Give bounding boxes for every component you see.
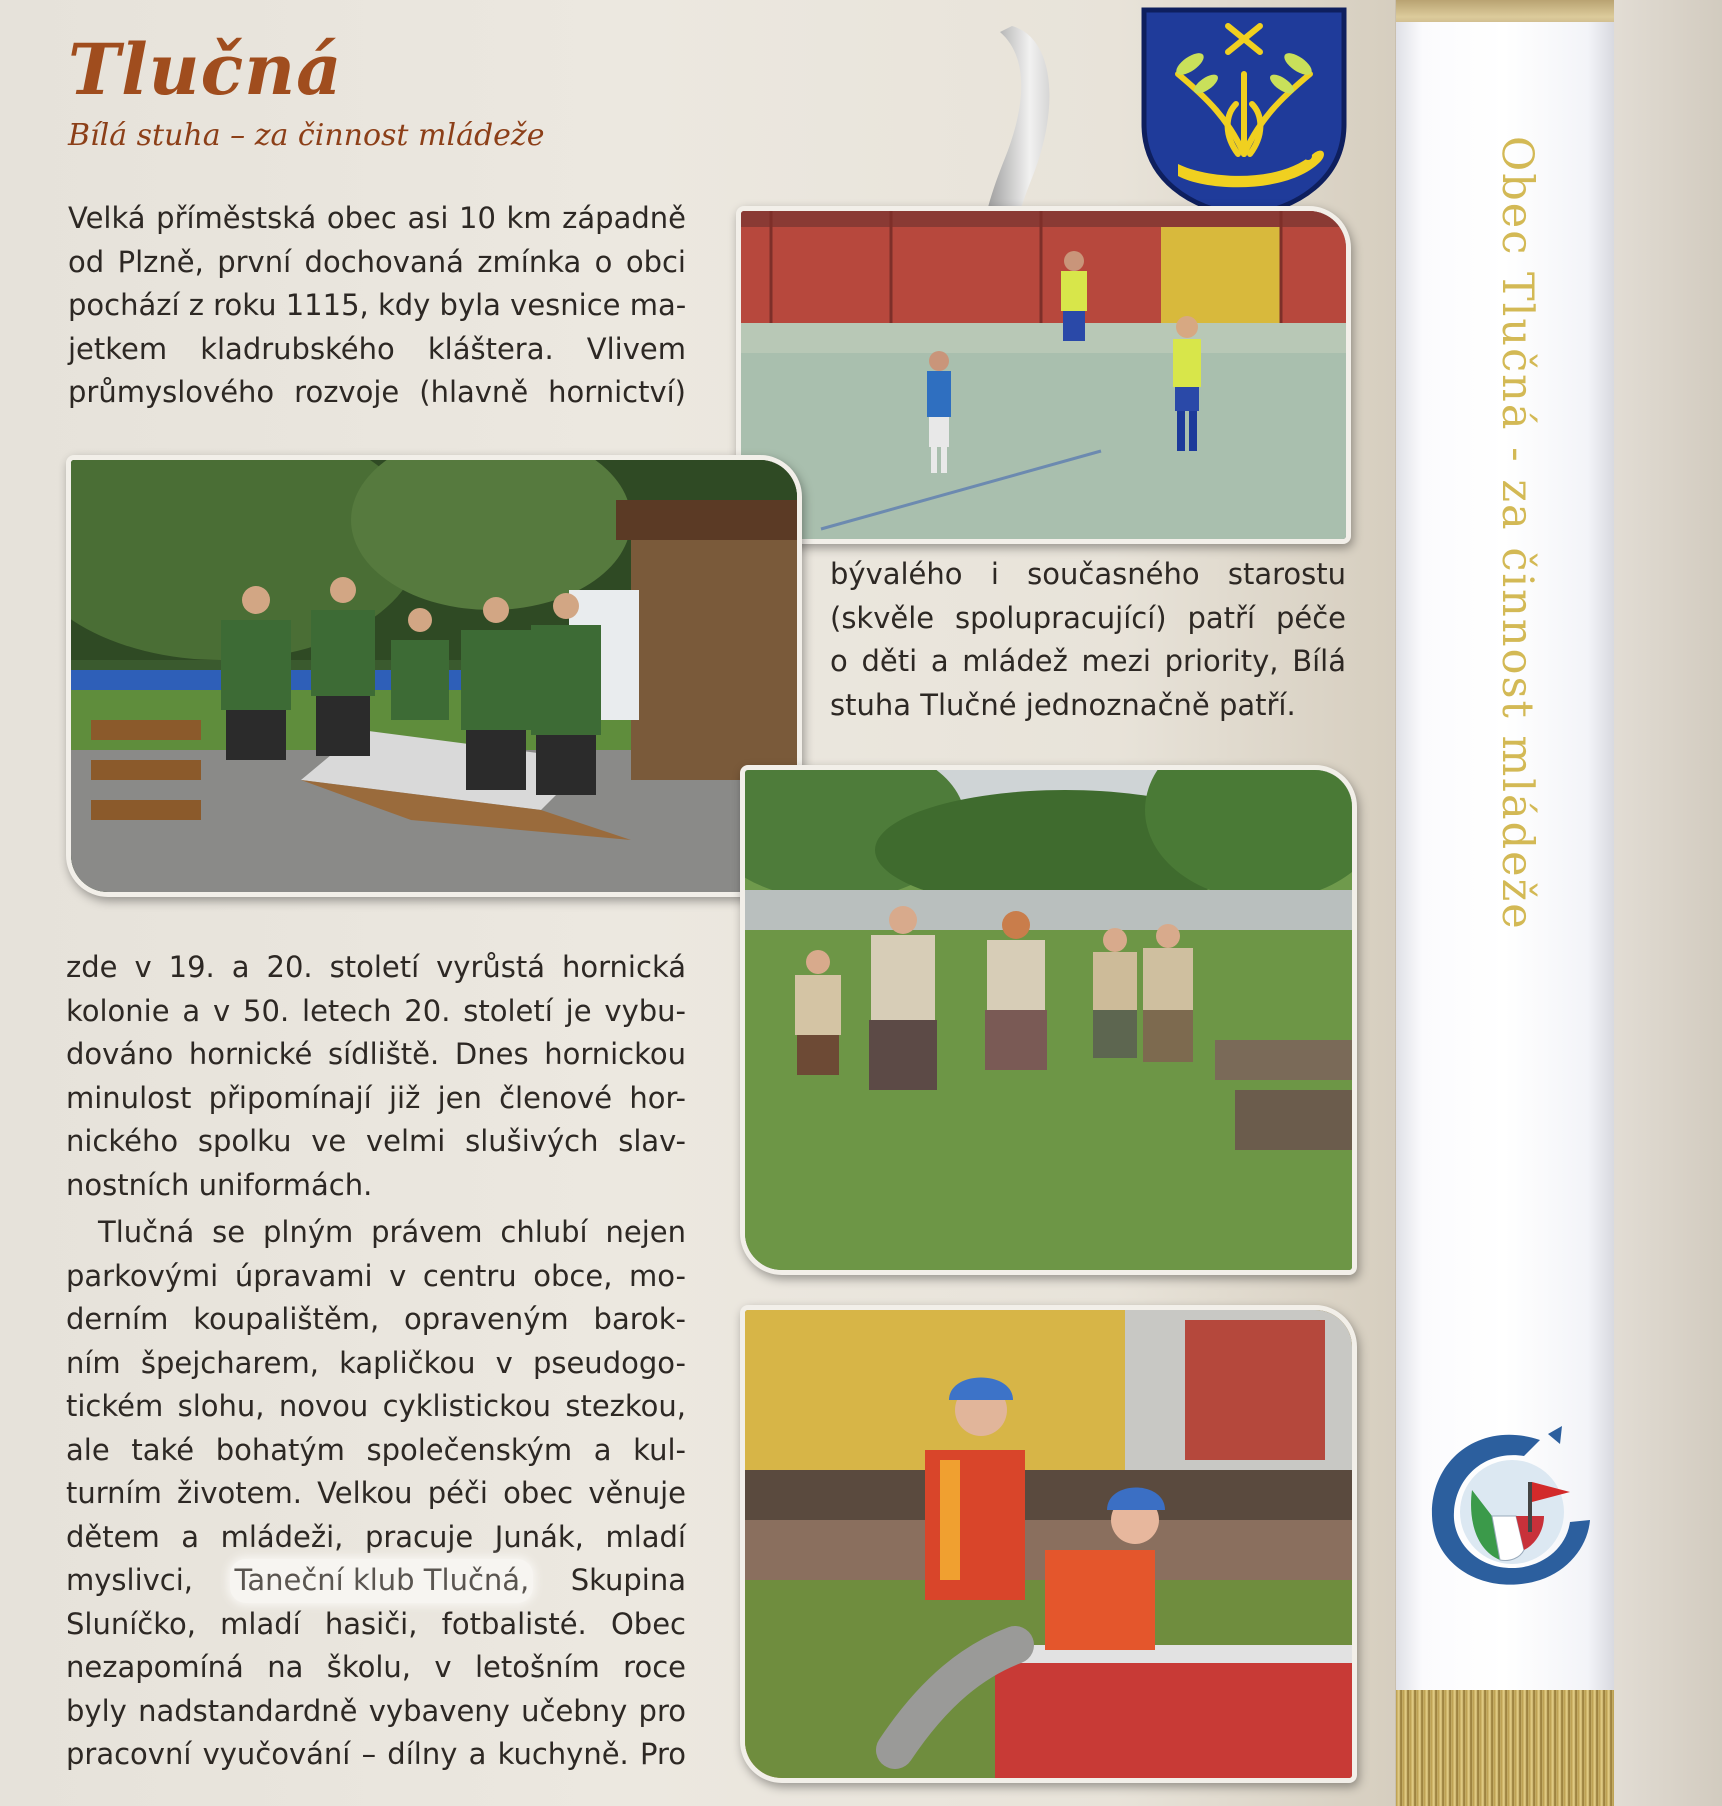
text-line: Tlučná se plným právem chlubí nejen <box>98 1215 686 1249</box>
tlucna-coat-of-arms-icon <box>1138 4 1350 218</box>
text-line: turním životem. Velkou péči obec věnuje <box>66 1476 686 1510</box>
photo-young-hunters-green-shirts <box>66 455 802 897</box>
page-title: Tlučná <box>68 28 343 111</box>
text-fragment: Skupina <box>570 1563 686 1597</box>
text-line: nického spolku ve velmi slušivých slav- <box>66 1124 686 1158</box>
text-line: pracovní vyučování – dílny a kuchyně. Pro <box>66 1737 686 1771</box>
text-line: průmyslového rozvoje (hlavně hornictví) <box>68 375 686 409</box>
text-line: dětem a mládeži, pracuje Junák, mladí <box>66 1519 686 1554</box>
mayor-text <box>830 553 1346 727</box>
text-line-with-highlight <box>66 1559 686 1603</box>
text-line: tickém slohu, novou cyklistickou stezkou, <box>66 1389 686 1423</box>
text-line: nostních uniformách. <box>66 1167 373 1202</box>
text-fragment: myslivci, <box>66 1563 194 1597</box>
text-line: ale také bohatým společenským a kul- <box>66 1432 686 1467</box>
text-line: kolonie a v 50. letech 20. století je vybu- <box>66 993 686 1028</box>
embroidered-logo-icon <box>1420 1420 1596 1596</box>
text-line: stuha Tlučné jednoznačně patří. <box>830 687 1296 722</box>
text-line: Sluníčko, mladí hasiči, fotbalisté. Obec <box>66 1606 686 1641</box>
sash-embroidered-text: Obec Tlučná - za činnost mládeže <box>1492 136 1542 931</box>
text-line: Velká příměstská obec asi 10 km západně <box>68 201 686 235</box>
history-paragraph <box>66 946 686 1207</box>
text-line: parkovými úpravami v centru obce, mo- <box>66 1258 686 1293</box>
text-line: derním koupalištěm, opraveným barok- <box>66 1302 686 1336</box>
photo-scouts-in-park <box>740 765 1357 1275</box>
text-line: o děti a mládež mezi priority, Bílá <box>830 644 1346 678</box>
text-line: bývalého i současného starostu <box>830 557 1346 591</box>
text-line: byly nadstandardně vybaveny učebny pro <box>66 1693 686 1728</box>
text-line: dováno hornické sídliště. Dnes hornickou <box>66 1037 686 1071</box>
page-subtitle: Bílá stuha – za činnost mládeže <box>68 118 545 153</box>
text-line: (skvěle spolupracující) patří péče <box>830 600 1346 635</box>
text-line: jetkem kladrubského kláštera. Vlivem <box>68 331 686 366</box>
photo-football-children <box>736 206 1351 544</box>
text-line: nezapomíná na školu, v letošním roce <box>66 1650 686 1684</box>
photo-young-firefighters-helmets <box>740 1305 1357 1783</box>
community-paragraph <box>66 1211 686 1777</box>
intro-text <box>68 197 686 415</box>
text-line: od Plzně, první dochovaná zmínka o obci <box>68 244 686 279</box>
sash-gold-fringe <box>1396 1690 1614 1806</box>
text-line: ním špejcharem, kapličkou v pseudogo- <box>66 1345 686 1380</box>
text-line: pochází z roku 1115, kdy byla vesnice ma- <box>68 288 687 322</box>
highlighted-club-name: Taneční klub Tlučná, <box>230 1559 533 1603</box>
text-line: minulost připomínají již jen členové hor- <box>66 1080 686 1115</box>
text-line: zde v 19. a 20. století vyrůstá hornická <box>66 950 686 984</box>
